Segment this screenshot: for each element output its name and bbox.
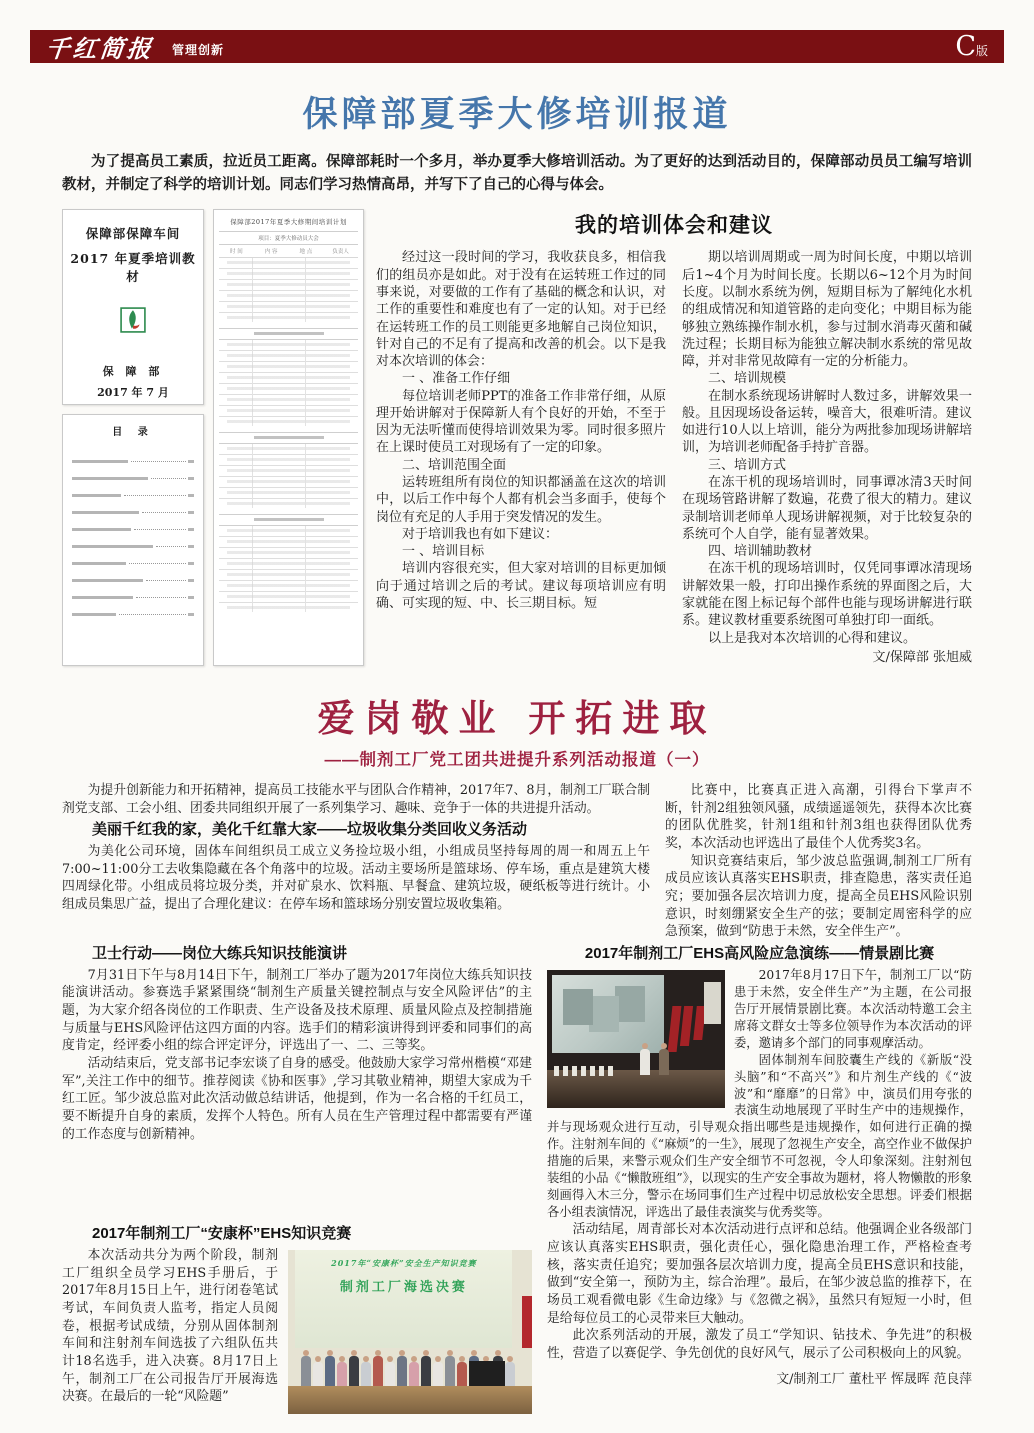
cover-title-line1: 保障部保障车间 [85,226,181,242]
band3-left [62,1221,532,1416]
band2-right [547,941,972,1221]
paragraph: 知识竞赛结束后，邹少波总监强调,制剂工厂所有成员应该认真落实EHS职责，排查隐患，落实责任追究；要加强各层次培训力度，提高全员EHS风险识别意识，时刻绷紧安全生产的弦；要制定周密科学的应急预案，做到“防患于未然，安全伴生产”。 [665,853,972,940]
toc-entry [72,480,194,497]
edition-suffix: 版 [975,44,988,58]
essay-heading: 我的培训体会和建议 [575,214,773,238]
toc-entry [72,548,194,565]
subheading-drama: 2017年制剂工厂EHS高风险应急演练——情景剧比赛 [584,945,935,963]
paragraph: 一 、准备工作仔细 [402,371,511,387]
paragraph: 培训内容很充实，但大家对培训的目标更加倾向于通过培训之后的考试。建议每项培训应有明确、可实现的短、中、长三期目标。短 [376,561,666,611]
paragraph: 为提升创新能力和开拓精神，提高员工技能水平与团队合作精神，2017年7、8月，制剂工厂联合制剂党支部、工会小组、团委共同组织开展了一系列集学习、趣味、竞争于一体的共进提升活动。 [62,783,650,816]
red-flag [680,1006,693,1046]
band3-right [547,1221,972,1416]
paragraph: 在冻干机的现场培训时，仅凭同事谭冰清现场讲解效果一般，打印出操作系统的界面图之后，大家就能在图上标记每个部件也能与现场讲解进行联系。建议教材重要系统图可单独打印一面纸。 [682,561,972,629]
schedule-section-header [219,328,358,340]
article1-intro: 为了提高员工素质，拉近员工距离。保障部耗时一个多月，举办夏季大修培训活动。为了更好的达到活动目的，保障部动员员工编写培训教材，并制定了科学的培训计划。同志们学习热情高昂，并写下了自己的心得与体会。 [62,154,972,194]
paragraph: 2017年8月17日下午，制剂工厂以“防患于未然，安全伴生产”为主题，在公司报告厅开展情景剧比赛。本次活动特邀工会主席蒋文群女士等多位领导作为本次活动的评委，邀请多个部门的同事观摩活动。 [734,967,972,1050]
paragraph: 以上是我对本次培训的心得和建议。 [708,630,917,646]
col-header: 地 点 [299,249,313,256]
training-material-cover [62,209,204,405]
stage-front [288,1386,532,1414]
col-header: 负责人 [332,249,349,256]
schedule-section-header [219,432,358,444]
toc-entry [72,497,194,514]
subheading-trash: 美丽千红我的家，美化千红靠大家——垃圾收集分类回收义务活动 [92,821,528,839]
screen-banner-line2: 制剂工厂海选决赛 [339,1278,468,1294]
cover-date: 2017 年 7 月 [97,386,169,400]
article1-byline: 文/保障部 张旭威 [872,649,972,665]
toc-entry [72,531,194,548]
training-material-toc [62,414,204,666]
paragraph: 运转班组所有岗位的知识都涵盖在这次的培训中，以后工作中每个人都有机会当多面手，使每个岗位有充足的人手用于突发情况的发生。 [376,475,666,525]
band-2 [62,941,972,1221]
paragraph: 四、培训辅助教材 [708,544,813,560]
toc-entry [72,514,194,531]
section-label: 管理创新 [172,43,225,57]
toc-entry [72,599,194,616]
training-schedule-table [213,209,364,666]
screen-banner-line1: 2017年“安康杯”安全生产知识竞赛 [331,1257,477,1268]
schedule-column-headers [219,245,358,258]
band-1 [62,782,972,941]
subheading-ankang: 2017年制剂工厂“安康杯”EHS知识竞赛 [92,1225,352,1243]
paragraph: 对于培训我也有如下建议： [402,526,559,542]
cover-dept: 保 障 部 [102,365,164,379]
toc-entry [72,463,194,480]
paragraph: 为美化公司环境，固体车间组织员工成立义务捡垃圾小组，小组成员坚持每周的周一和周五上午7:00~11:00分工去收集隐藏在各个角落中的垃圾。活动主要场所是篮球场、停车场，重点是建筑大楼四周绿化带。小组成员将垃圾分类，并对矿泉水、饮料瓶、早餐盒、建筑垃圾，硬纸板等进行统计。小组成员集思广益，提出了合理化建议：在停车场和篮球场分别安置垃圾收集箱。 [62,844,650,913]
prop-bottles [554,1066,615,1076]
paragraph: 活动结束后，党支部书记李宏谈了自身的感受。他鼓励大家学习常州楷模“邓建军”,关注工作中的细节。推荐阅读《协和医事》,学习其敬业精神，期望大家成为千红工匠。邹少波总监对此次活动做总结讲话，他提到，作为一名合格的千红员工，要不断提升自身的素质，发挥个人特色。所有人员在生产管理过程中都需要有严谨的工作态度与创新精神。 [62,1056,532,1142]
essay-block [376,209,972,666]
screen-machinery [563,989,593,1025]
edition-badge [955,31,988,62]
toc-entry [72,446,194,463]
newsletter-logo: 千红简报 [44,34,156,63]
cover-title-line2: 2017 年夏季培训教材 [70,251,196,285]
white-board [704,982,722,1023]
toc-entry [72,582,194,599]
essay-column-1 [376,249,666,666]
paragraph: 此次系列活动的开展，激发了员工“学知识、钻技术、争先进”的积极性，营造了以赛促学、争先创优的良好风气，展示了公司积极向上的风貌。 [547,1328,972,1361]
paragraph: 二、培训范围全面 [402,457,507,473]
essay-columns [376,249,972,666]
schedule-rows [219,340,358,426]
masthead-bar [30,30,1004,63]
paragraph: 经过这一段时间的学习，我收获良多，相信我们的组员亦是如此。对于没有在运转班工作过的同事来说，对要做的工作有了基础的概念和认识，对工作的重要性和难度也有了一定的认知。对于已经在运转班工作的员工则能更多地解自己岗位知识，针对自己的不足有了提高和改善的机会。以下是我对本次培训的体会： [376,250,666,370]
performer-figure [659,1049,669,1075]
col-header: 时 间 [230,249,243,256]
toc-title: 目 录 [112,427,154,439]
red-flag [522,1296,532,1348]
schedule-rows [219,444,358,508]
toc-entry [72,565,194,582]
paragraph: 固体制剂车间胶囊生产线的《新版“没头脑”和“不高兴”》和片剂生产线的《“波波”和“靡靡”的日常》中，演员们用夸张的表演生动地展现了平时生产中的违规操作，并与现场观众进行互动，引导观众指出哪些是违规操作，如何进行正确的操作。注射剂车间的《“麻烦”的一生》，展现了忽视生产安全，高空作业不做保护措施的后果，来警示观众们生产安全细节不可忽视，令人印象深刻。注射剂包装组的小品《“懒散班组”》，以现实的生产安全事故为题材，将人物懒散的形象刻画得入木三分，警示在场同事们生产过程中切忌放松安全思想。评委们根据各小组表演情况，评选出了最佳表演奖与优秀奖等。 [547,1052,972,1220]
company-logo-icon [120,307,146,333]
paragraph: 期以培训周期或一周为时间长度，中期以培训后1~4个月为时间长度。长期以6~12个月为时间长度。以制水系统为例，短期目标为了解纯化水机的组成情况和知道管路的走向变化；中期目标为能够独立熟练操作制水机，参与过制水消毒灭菌和碱洗过程；长期目标为能独立解决制水系统的常见故障，并对非常见故障有一定的分析能力。 [682,250,972,370]
band-3 [62,1221,972,1416]
col-header: 内 容 [264,249,278,256]
article1-body [62,209,972,666]
drama-contest-photo [547,970,725,1108]
schedule-rows [219,526,358,612]
paragraph: 二、培训规模 [708,371,787,387]
paragraph: 每位培训老师PPT的准备工作非常仔细，从原理开始讲解对于保障新人有个良好的开始，不至于因为无法听懂而使得培训效果为零。同时很多照片在上课时使员工对现场有了一定的印象。 [376,388,666,456]
article2-subtitle: ——制剂工厂党工团共进提升系列活动报道（一） [324,751,710,770]
doc-stack-left [62,209,204,666]
edition-letter: C [955,31,976,62]
paragraph: 本次活动共分为两个阶段，制剂工厂组织全员学习EHS手册后，于2017年8月15日上午，进行闭卷笔试考试，车间负责人监考，指定人员阅卷，根据考试成绩，分别从固体制剂车间和注射剂车间选拔了六组队伍共计18名选手，进入决赛。8月17日上午，制剂工厂在公司报告厅开展海选决赛。在最后的一轮“风险题” [62,1247,278,1405]
paragraph: 一 、培训目标 [402,544,485,560]
schedule-section-header: 项目：夏季大修动员大会 [219,231,358,245]
schedule-title: 保障部2017年夏季大修期间培训计划 [230,218,347,227]
band2-left [62,941,532,1221]
article2-body [62,782,972,1416]
stage-floor [547,1070,725,1107]
performer-figure [640,1049,650,1075]
schedule-section-header [219,514,358,526]
paragraph: 活动结尾，周青部长对本次活动进行点评和总结。他强调企业各级部门应该认真落实EHS职责，强化责任心，强化隐患治理工作，严格检查考核，落实责任追究；要加强各层次培训力度，提高全员EHS意识和技能，做到“安全第一，预防为主，综合治理”。最后，在邹少波总监的推荐下，在场员工观看微电影《生命边缘》与《忽微之祸》，虽然只有短短一小时，但是给每位员工的心灵带来巨大触动。 [547,1222,972,1326]
essay-column-2 [682,249,972,666]
paragraph: 7月31日下午与8月14日下午，制剂工厂举办了题为2017年岗位大练兵知识技能演讲活动。参赛选手紧紧围绕“制剂生产质量关键控制点与安全风险评估”的主题，为大家介绍各岗位的工作职责、生产设备及技术原理、质量风险点及控制措施与质量与EHS风险评估这四方面的内容。选手们的精彩演讲得到评委和同事们的高度肯定，经评委小组的综合评定评分，评选出了一、二、三等奖。 [62,967,532,1054]
band1-left [62,782,650,941]
ankang-quiz-photo [288,1250,532,1414]
paragraph: 在制水系统现场讲解时人数过多，讲解效果一般。且因现场设备运转，噪音大，很难听清。建议如进行10人以上培训，能分为两批参加现场讲解培训，为培训老师配备手持扩音器。 [682,388,972,456]
article2-byline: 文/制剂工厂 董杜平 恽晟晖 范良萍 [776,1371,972,1387]
article2-title: 爱岗敬业 开拓进取 [317,696,717,741]
band1-right [665,782,972,941]
paragraph: 在冻干机的现场培训时，同事谭冰清3天时间在现场管路讲解了数遍，花费了很大的精力。建议录制培训老师单人现场讲解视频，对于比较复杂的系统可个人自学，能有显著效果。 [682,475,972,542]
paragraph: 三、培训方式 [708,457,787,473]
schedule-rows [219,258,358,322]
training-documents [62,209,364,666]
paragraph: 比赛中，比赛真正进入高潮，引得台下掌声不断，针剂2组独领风骚，成绩遥遥领先，获得本次比赛的团队优胜奖，针剂1组和针剂3组也获得团队优秀奖，本次活动也评选出了最佳个人优秀奖3名。 [665,783,972,852]
subheading-drill: 卫士行动——岗位大练兵知识技能演讲 [92,945,348,963]
article1-title: 保障部夏季大修培训报道 [302,94,732,135]
